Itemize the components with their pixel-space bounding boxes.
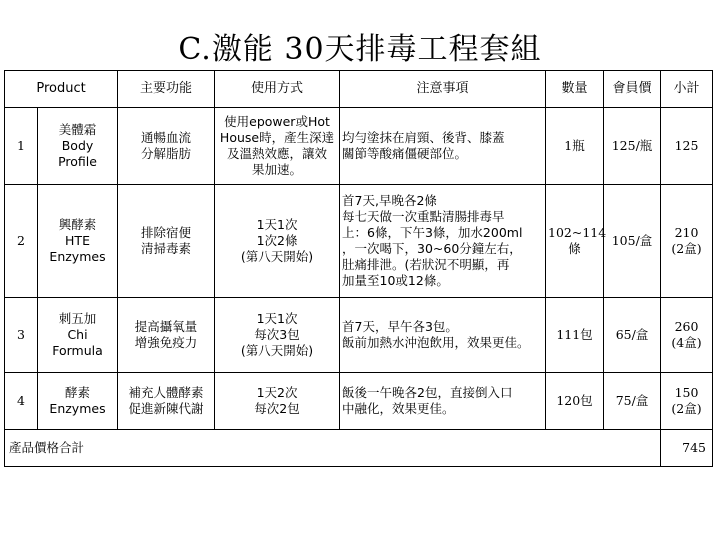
product-quantity: 1瓶 bbox=[546, 108, 604, 185]
product-usage: 使用epower或Hot House時，產生深達 及溫熱效應，讓效 果加速。 bbox=[215, 108, 340, 185]
product-member-price: 75/盒 bbox=[604, 373, 661, 430]
product-name: 美體霜 Body Profile bbox=[38, 108, 118, 185]
header-product: Product bbox=[5, 71, 118, 108]
table-row bbox=[5, 298, 713, 373]
table-row bbox=[5, 108, 713, 185]
product-quantity: 102~114 條 bbox=[546, 185, 604, 298]
product-notes: 飯後一午晚各2包，直接倒入口 中融化，效果更佳。 bbox=[340, 373, 546, 430]
product-table bbox=[4, 70, 713, 467]
product-subtotal: 150 (2盒) bbox=[661, 373, 713, 430]
product-function: 通暢血流 分解脂肪 bbox=[118, 108, 215, 185]
product-member-price: 105/盒 bbox=[604, 185, 661, 298]
product-usage: 1天1次 1次2條 (第八天開始) bbox=[215, 185, 340, 298]
header-subtotal: 小計 bbox=[661, 71, 713, 108]
product-quantity: 120包 bbox=[546, 373, 604, 430]
row-index: 3 bbox=[5, 298, 38, 373]
row-index: 4 bbox=[5, 373, 38, 430]
product-usage: 1天1次 每次3包 (第八天開始) bbox=[215, 298, 340, 373]
product-function: 提高攝氧量 增強免疫力 bbox=[118, 298, 215, 373]
total-label: 產品價格合計 bbox=[5, 430, 661, 467]
product-name: 興酵素 HTE Enzymes bbox=[38, 185, 118, 298]
row-index: 1 bbox=[5, 108, 38, 185]
product-member-price: 65/盒 bbox=[604, 298, 661, 373]
product-notes: 均勻塗抹在肩頸、後背、膝蓋 關節等酸痛僵硬部位。 bbox=[340, 108, 546, 185]
product-quantity: 111包 bbox=[546, 298, 604, 373]
row-index: 2 bbox=[5, 185, 38, 298]
total-row bbox=[5, 430, 713, 467]
product-name: 刺五加 Chi Formula bbox=[38, 298, 118, 373]
product-notes: 首7天，早午各3包。 飯前加熱水沖泡飲用，效果更佳。 bbox=[340, 298, 546, 373]
product-function: 排除宿便 清掃毒素 bbox=[118, 185, 215, 298]
total-value: 745 bbox=[661, 430, 713, 467]
table-row bbox=[5, 373, 713, 430]
product-name: 酵素 Enzymes bbox=[38, 373, 118, 430]
header-member-price: 會員價 bbox=[604, 71, 661, 108]
product-usage: 1天2次 每次2包 bbox=[215, 373, 340, 430]
product-member-price: 125/瓶 bbox=[604, 108, 661, 185]
header-notes: 注意事項 bbox=[340, 71, 546, 108]
product-notes: 首7天,早晚各2條 每七天做一次重點清腸排毒早 上：6條，下午3條，加水200ml ，一次喝下，30~60分鐘左右， 肚痛排泄。(若狀況不明顯，再 加量至10或12條。 bbox=[340, 185, 546, 298]
page-title: C.激能 30天排毒工程套組 bbox=[178, 32, 542, 67]
header-function: 主要功能 bbox=[118, 71, 215, 108]
product-subtotal: 260 (4盒) bbox=[661, 298, 713, 373]
header-row bbox=[5, 71, 713, 108]
product-subtotal: 125 bbox=[661, 108, 713, 185]
table-row bbox=[5, 185, 713, 298]
product-function: 補充人體酵素 促進新陳代謝 bbox=[118, 373, 215, 430]
header-usage: 使用方式 bbox=[215, 71, 340, 108]
product-subtotal: 210 (2盒) bbox=[661, 185, 713, 298]
header-quantity: 數量 bbox=[546, 71, 604, 108]
